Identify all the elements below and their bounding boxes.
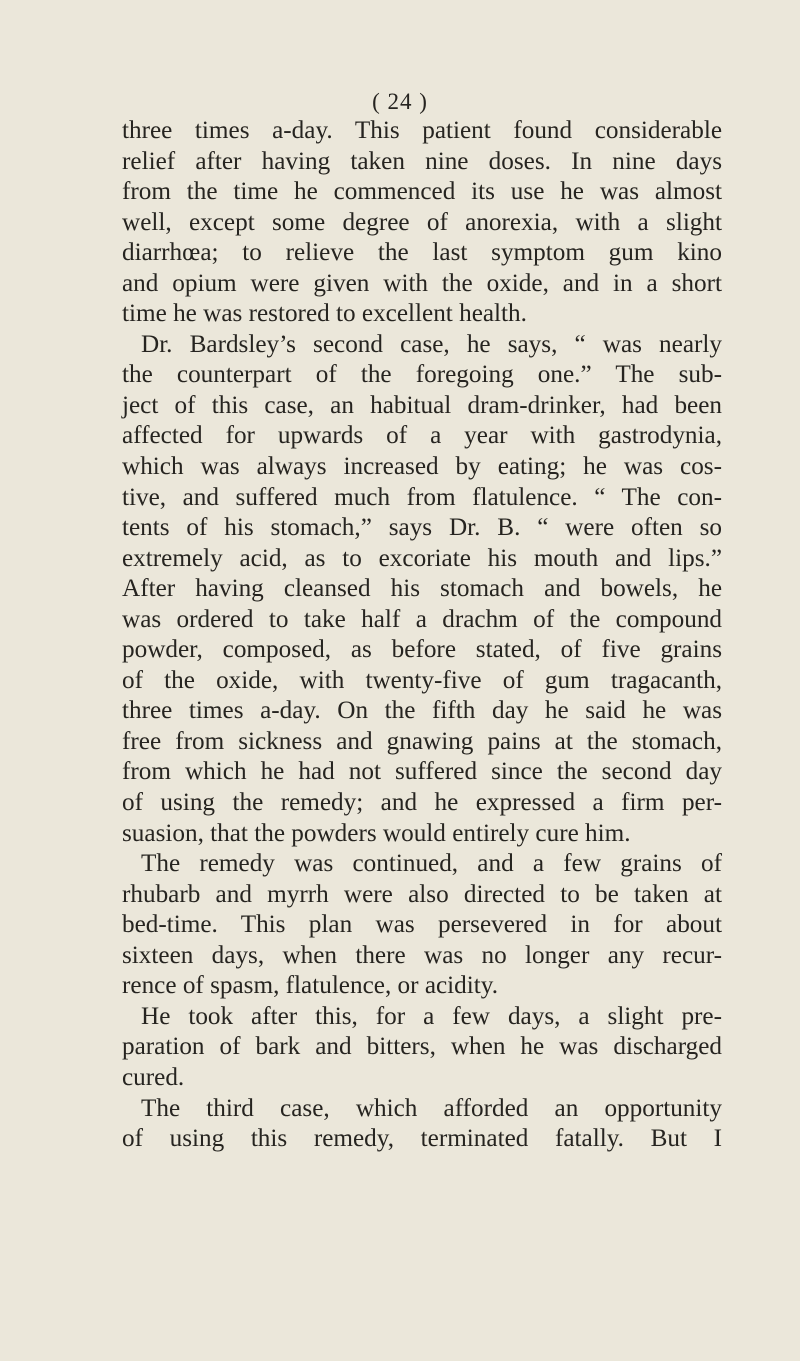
text-line: the counterpart of the foregoing one.” The sub- [122,361,722,389]
text-line: was ordered to take half a drachm of the compound [122,605,722,633]
text-line: affected for upwards of a year with gastrodynia, [122,422,722,450]
text-line: well, except some degree of anorexia, with a slight [122,208,722,236]
text-line: three times a-day. On the fifth day he said he was [122,697,722,725]
text-line: The third case, which afforded an opportunity [141,1094,722,1122]
text-line: diarrhœa; to relieve the last symptom gum kino [122,239,722,267]
text-line: three times a-day. This patient found considerable [122,117,722,144]
text-line: extremely acid, as to excoriate his mouth and lips.” [122,544,722,572]
text-line: of using the remedy; and he expressed a firm per- [122,789,722,817]
text-line: cured. [122,1063,185,1091]
text-line: bed-time. This plan was persevered in for about [122,911,722,939]
text-line: He took after this, for a few days, a slight pre- [141,1002,722,1030]
text-line: free from sickness and gnawing pains at the stomach, [122,727,722,755]
text-line: and opium were given with the oxide, and in a short [122,269,722,297]
text-line: sixteen days, when there was no longer any recur- [122,941,722,969]
text-line: time he was restored to excellent health. [122,300,527,328]
text-line: The remedy was continued, and a few grains of [141,850,722,878]
text-line: of using this remedy, terminated fatally. But I [122,1125,722,1153]
page-number: ( 24 ) [372,89,428,114]
text-line: Dr. Bardsley’s second case, he says, “ was nearly [141,330,722,358]
text-line: rence of spasm, flatulence, or acidity. [122,972,499,1000]
text-line: suasion, that the powders would entirely cure him. [122,819,631,847]
body-text [122,116,722,1155]
text-line: from the time he commenced its use he was almost [122,178,722,206]
text-line: After having cleansed his stomach and bowels, he [122,575,722,603]
text-line: tents of his stomach,” says Dr. B. “ were often so [122,514,722,542]
text-line: of the oxide, with twenty-five of gum tragacanth, [122,666,722,694]
text-line: powder, composed, as before stated, of five grains [122,636,722,664]
text-line: rhubarb and myrrh were also directed to be taken at [122,880,722,908]
text-line: which was always increased by eating; he was cos- [122,453,722,481]
text-line: paration of bark and bitters, when he was discharged [122,1033,722,1061]
text-line: ject of this case, an habitual dram-drinker, had been [122,391,722,419]
text-line: from which he had not suffered since the second day [122,758,722,786]
text-line: tive, and suffered much from flatulence. “ The con- [122,483,722,511]
text-line: relief after having taken nine doses. In nine days [122,147,722,175]
